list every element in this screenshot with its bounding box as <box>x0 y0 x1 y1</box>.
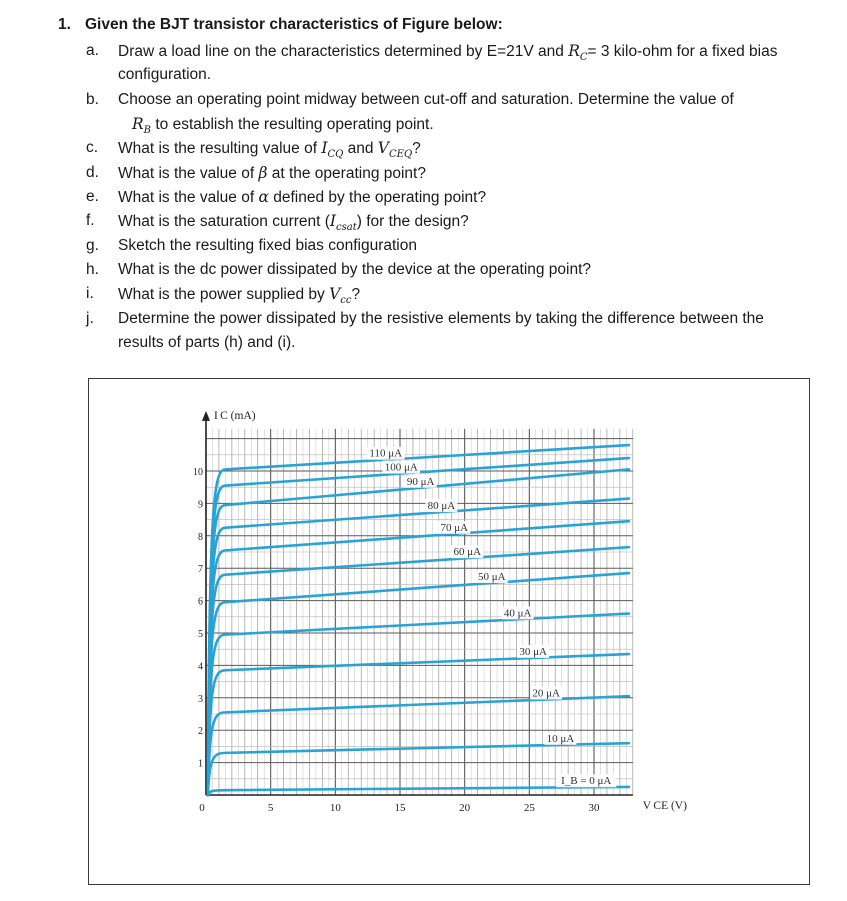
part-label: a. <box>86 42 99 59</box>
x-tick-label: 25 <box>523 802 535 814</box>
part-label: h. <box>86 261 99 278</box>
y-tick-label: 6 <box>198 596 203 608</box>
math-alpha: α <box>258 188 269 206</box>
math-rc: $R_C$ <box>568 42 588 64</box>
curve-label: 90 μA <box>406 475 435 488</box>
y-tick-label: 8 <box>198 531 203 543</box>
part-b-continued: $R_B$ to establish the resulting operating point. <box>132 115 434 137</box>
part-j-continued: results of parts (h) and (i). <box>118 334 296 351</box>
math-beta: β <box>258 164 268 182</box>
curve-label: 40 μA <box>503 607 532 620</box>
y-tick-label: 1 <box>198 758 203 770</box>
y-axis-arrow <box>202 411 210 421</box>
x-tick-label: 15 <box>394 802 406 814</box>
part-label: c. <box>86 139 99 156</box>
question-number: 1. <box>58 16 71 33</box>
math-rb: $R_B$ <box>132 115 152 137</box>
curve-label: 50 μA <box>478 570 506 583</box>
part-label: b. <box>86 91 99 108</box>
curve-label: 110 μA <box>369 447 403 460</box>
y-axis-label: I C (mA) <box>214 409 256 422</box>
x-tick-label: 0 <box>199 802 205 814</box>
curve-label: 70 μA <box>440 521 469 534</box>
question-title: Given the BJT transistor characteristics of Figure below: <box>85 16 503 33</box>
math-icsat: $I_{csat}$ <box>329 212 357 234</box>
x-tick-label: 5 <box>267 802 274 814</box>
curve-label: 10 μA <box>546 732 575 745</box>
bjt-characteristics-chart <box>89 379 809 884</box>
curve-label: 20 μA <box>532 687 560 700</box>
y-tick-label: 7 <box>198 564 203 576</box>
x-tick-label: 20 <box>459 802 471 814</box>
part-label: i. <box>86 285 94 302</box>
curve-label: 80 μA <box>427 500 456 513</box>
part-label: g. <box>86 237 99 254</box>
y-tick-label: 5 <box>198 629 203 640</box>
x-tick-label: 10 <box>329 802 341 814</box>
math-icq: $I_{CQ}$ <box>321 139 344 161</box>
x-tick-label: 30 <box>588 802 600 814</box>
y-tick-label: 2 <box>198 726 203 738</box>
curve-label: I_B = 0 μA <box>561 775 612 788</box>
x-axis-label: V CE (V) <box>642 800 687 812</box>
curve-label: 100 μA <box>384 461 418 474</box>
y-tick-label: 4 <box>198 661 203 673</box>
part-a-continued: configuration. <box>118 66 212 83</box>
part-label: j. <box>86 310 94 327</box>
y-tick-label: 9 <box>198 499 203 511</box>
part-label: e. <box>86 188 99 205</box>
y-tick-label: 3 <box>198 693 203 705</box>
math-vcc: $V_{cc}$ <box>329 285 352 307</box>
part-label: d. <box>86 164 99 181</box>
part-label: f. <box>86 212 95 229</box>
y-tick-label: 10 <box>193 467 203 478</box>
curve-label: 60 μA <box>453 546 482 559</box>
curve-label: 30 μA <box>519 645 548 658</box>
math-vceq: $V_{CEQ}$ <box>377 139 413 161</box>
bjt-characteristics-figure <box>88 378 810 885</box>
